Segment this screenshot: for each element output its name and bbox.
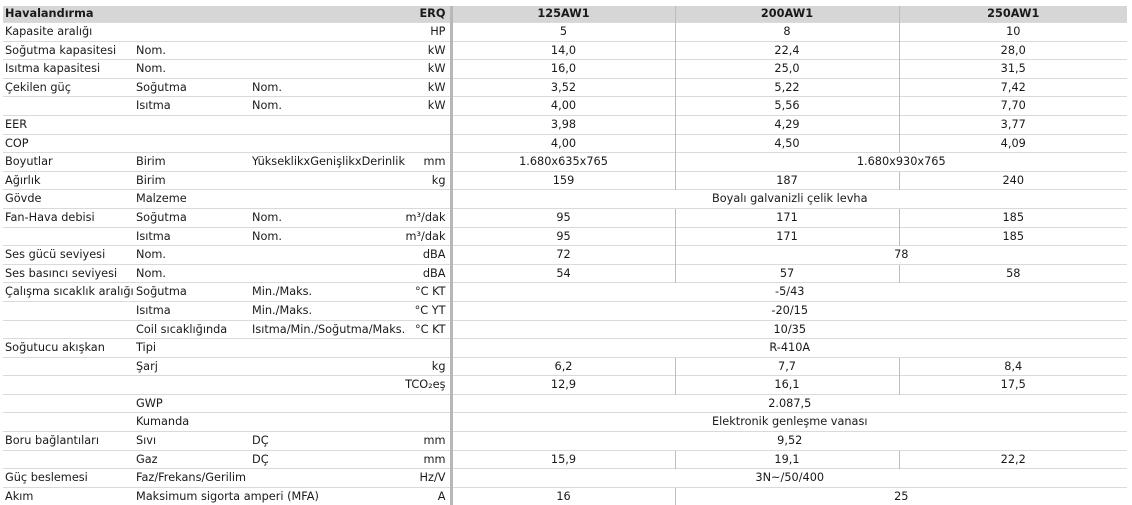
value-cell: 8,4 xyxy=(899,357,1127,376)
value-cell: 25 xyxy=(675,487,1127,505)
row-label: Ağırlık xyxy=(3,171,134,190)
row-label: COP xyxy=(3,134,390,153)
row-unit: kW xyxy=(390,60,451,79)
row-label xyxy=(3,394,134,413)
row-unit: kW xyxy=(390,41,451,60)
value-cell: 185 xyxy=(899,227,1127,246)
value-cell: Boyalı galvanizli çelik levha xyxy=(451,190,1127,209)
value-cell: 5 xyxy=(451,23,675,42)
table-row xyxy=(3,394,1127,413)
row-unit: dBA xyxy=(390,264,451,283)
model-prefix: ERQ xyxy=(390,6,451,23)
row-label xyxy=(3,301,134,320)
row-sublabel: Kumanda xyxy=(134,413,250,432)
table-row xyxy=(3,208,1127,227)
row-unit: m³/dak xyxy=(390,208,451,227)
value-cell: 6,2 xyxy=(451,357,675,376)
value-cell: 1.680x930x765 xyxy=(675,153,1127,172)
value-cell: 4,00 xyxy=(451,97,675,116)
row-label: Soğutma kapasitesi xyxy=(3,41,134,60)
value-cell: -5/43 xyxy=(451,283,1127,302)
row-label: Çalışma sıcaklık aralığı xyxy=(3,283,134,302)
row-label xyxy=(3,450,134,469)
row-label: Kapasite aralığı xyxy=(3,23,134,42)
row-unit: dBA xyxy=(390,246,451,265)
value-cell: 2.087,5 xyxy=(451,394,1127,413)
table-title: Havalandırma xyxy=(3,6,390,23)
row-label xyxy=(3,357,134,376)
value-cell: 4,09 xyxy=(899,134,1127,153)
row-label xyxy=(3,97,134,116)
value-cell: 187 xyxy=(675,171,899,190)
value-cell: Elektronik genleşme vanası xyxy=(451,413,1127,432)
value-cell: 3,52 xyxy=(451,78,675,97)
value-cell: 28,0 xyxy=(899,41,1127,60)
value-cell: 16 xyxy=(451,487,675,505)
row-unit: HP xyxy=(390,23,451,42)
row-unit xyxy=(390,339,451,358)
row-sublabel: Malzeme xyxy=(134,190,250,209)
value-cell: 31,5 xyxy=(899,60,1127,79)
row-sublabel: Isıtma xyxy=(134,97,250,116)
value-cell: 4,00 xyxy=(451,134,675,153)
table-row xyxy=(3,469,1127,488)
table-row xyxy=(3,487,1127,505)
row-unit: kg xyxy=(390,171,451,190)
value-cell: 10/35 xyxy=(451,320,1127,339)
row-detail: DÇ xyxy=(250,450,390,469)
value-cell: 8 xyxy=(675,23,899,42)
row-label: Boru bağlantıları xyxy=(3,432,134,451)
row-unit: kW xyxy=(390,78,451,97)
row-unit: kg xyxy=(390,357,451,376)
row-unit: mm xyxy=(390,432,451,451)
value-cell: 17,5 xyxy=(899,376,1127,395)
table-row xyxy=(3,78,1127,97)
table-row xyxy=(3,320,1127,339)
row-sublabel: Isıtma xyxy=(134,301,250,320)
value-cell: 12,9 xyxy=(451,376,675,395)
row-sublabel: Nom. xyxy=(134,41,250,60)
row-detail xyxy=(250,394,390,413)
value-cell: 16,0 xyxy=(451,60,675,79)
row-detail: Nom. xyxy=(250,208,390,227)
row-sublabel: Faz/Frekans/Gerilim xyxy=(134,469,250,488)
table-row xyxy=(3,171,1127,190)
value-cell: -20/15 xyxy=(451,301,1127,320)
value-cell: 5,22 xyxy=(675,78,899,97)
row-detail xyxy=(250,264,390,283)
row-label xyxy=(3,413,134,432)
table-row xyxy=(3,134,1127,153)
row-detail: Nom. xyxy=(250,227,390,246)
table-row xyxy=(3,376,1127,395)
row-unit: Hz/V xyxy=(390,469,451,488)
table-row xyxy=(3,97,1127,116)
row-sublabel: Nom. xyxy=(134,264,250,283)
row-unit xyxy=(390,190,451,209)
value-cell: 171 xyxy=(675,208,899,227)
row-label: Güç beslemesi xyxy=(3,469,134,488)
value-cell: 16,1 xyxy=(675,376,899,395)
row-label xyxy=(3,376,134,395)
table-row xyxy=(3,450,1127,469)
row-unit xyxy=(390,115,451,134)
row-detail: Min./Maks. xyxy=(250,283,390,302)
row-sublabel: Birim xyxy=(134,171,250,190)
row-label: EER xyxy=(3,115,390,134)
row-sublabel: Nom. xyxy=(134,246,250,265)
table-row xyxy=(3,339,1127,358)
value-cell: 1.680x635x765 xyxy=(451,153,675,172)
row-sublabel: Sıvı xyxy=(134,432,250,451)
row-label: Boyutlar xyxy=(3,153,134,172)
row-sublabel: Soğutma xyxy=(134,208,250,227)
row-detail xyxy=(250,246,390,265)
value-cell: 95 xyxy=(451,208,675,227)
row-detail xyxy=(250,357,390,376)
table-row xyxy=(3,301,1127,320)
value-cell: 171 xyxy=(675,227,899,246)
table-row xyxy=(3,227,1127,246)
table-row xyxy=(3,264,1127,283)
value-cell: 7,7 xyxy=(675,357,899,376)
table-row xyxy=(3,357,1127,376)
row-unit xyxy=(390,394,451,413)
value-cell: 159 xyxy=(451,171,675,190)
row-unit: kW xyxy=(390,97,451,116)
row-unit: TCO₂eş xyxy=(390,376,451,395)
value-cell: 7,70 xyxy=(899,97,1127,116)
row-label: Fan-Hava debisi xyxy=(3,208,134,227)
table-row xyxy=(3,246,1127,265)
row-sublabel: Nom. xyxy=(134,60,250,79)
row-label: Ses basıncı seviyesi xyxy=(3,264,134,283)
row-label: Gövde xyxy=(3,190,134,209)
row-detail: Nom. xyxy=(250,78,390,97)
row-detail: YükseklikxGenişlikxDerinlik xyxy=(250,153,390,172)
row-sublabel: Şarj xyxy=(134,357,250,376)
value-cell: 54 xyxy=(451,264,675,283)
row-label: Isıtma kapasitesi xyxy=(3,60,134,79)
row-label xyxy=(3,227,134,246)
value-cell: 4,50 xyxy=(675,134,899,153)
value-cell: 58 xyxy=(899,264,1127,283)
value-cell: 14,0 xyxy=(451,41,675,60)
row-unit: °C KT xyxy=(390,283,451,302)
table-header-row xyxy=(3,6,1127,23)
row-detail xyxy=(250,41,390,60)
value-cell: 9,52 xyxy=(451,432,1127,451)
table-row xyxy=(3,23,1127,42)
value-cell: 25,0 xyxy=(675,60,899,79)
row-label xyxy=(3,320,134,339)
table-row xyxy=(3,41,1127,60)
row-sublabel: Soğutma xyxy=(134,283,250,302)
value-cell: 185 xyxy=(899,208,1127,227)
table-body xyxy=(3,23,1127,505)
spec-sheet xyxy=(3,6,1127,505)
row-detail: DÇ xyxy=(250,432,390,451)
row-unit xyxy=(390,413,451,432)
table-row xyxy=(3,115,1127,134)
value-cell: 3,77 xyxy=(899,115,1127,134)
row-detail xyxy=(250,23,390,42)
row-detail xyxy=(250,60,390,79)
row-label: Soğutucu akışkan xyxy=(3,339,134,358)
row-sublabel: Birim xyxy=(134,153,250,172)
row-sublabel: Isıtma xyxy=(134,227,250,246)
row-detail xyxy=(250,190,390,209)
row-label: Ses gücü seviyesi xyxy=(3,246,134,265)
value-cell: R-410A xyxy=(451,339,1127,358)
value-cell: 3,98 xyxy=(451,115,675,134)
row-detail xyxy=(250,413,390,432)
model-header: 200AW1 xyxy=(675,6,899,23)
table-row xyxy=(3,413,1127,432)
row-sublabel: Gaz xyxy=(134,450,250,469)
model-header: 250AW1 xyxy=(899,6,1127,23)
row-sublabel xyxy=(134,23,250,42)
value-cell: 22,2 xyxy=(899,450,1127,469)
row-detail xyxy=(250,469,390,488)
value-cell: 72 xyxy=(451,246,675,265)
row-unit xyxy=(390,134,451,153)
row-sublabel: GWP xyxy=(134,394,250,413)
value-cell: 95 xyxy=(451,227,675,246)
row-sublabel: Coil sıcaklığında xyxy=(134,320,250,339)
value-cell: 240 xyxy=(899,171,1127,190)
row-label: Çekilen güç xyxy=(3,78,134,97)
row-sublabel: Soğutma xyxy=(134,78,250,97)
row-unit: m³/dak xyxy=(390,227,451,246)
row-sublabel: Maksimum sigorta amperi (MFA) xyxy=(134,487,250,505)
value-cell: 15,9 xyxy=(451,450,675,469)
row-unit: A xyxy=(390,487,451,505)
table-row xyxy=(3,153,1127,172)
value-cell: 3N~/50/400 xyxy=(451,469,1127,488)
model-header: 125AW1 xyxy=(451,6,675,23)
row-label: Akım xyxy=(3,487,134,505)
value-cell: 5,56 xyxy=(675,97,899,116)
row-sublabel xyxy=(134,376,250,395)
row-detail: Nom. xyxy=(250,97,390,116)
row-unit: °C YT xyxy=(390,301,451,320)
row-detail xyxy=(250,171,390,190)
value-cell: 10 xyxy=(899,23,1127,42)
table-row xyxy=(3,432,1127,451)
row-detail xyxy=(250,339,390,358)
value-cell: 19,1 xyxy=(675,450,899,469)
spec-table xyxy=(3,6,1127,505)
row-detail: Isıtma/Min./Soğutma/Maks. xyxy=(250,320,390,339)
row-sublabel: Tipi xyxy=(134,339,250,358)
value-cell: 4,29 xyxy=(675,115,899,134)
table-row xyxy=(3,60,1127,79)
table-row xyxy=(3,190,1127,209)
row-unit: mm xyxy=(390,450,451,469)
row-detail xyxy=(250,376,390,395)
table-row xyxy=(3,283,1127,302)
row-detail: Min./Maks. xyxy=(250,301,390,320)
value-cell: 7,42 xyxy=(899,78,1127,97)
value-cell: 22,4 xyxy=(675,41,899,60)
row-unit: mm xyxy=(390,153,451,172)
value-cell: 57 xyxy=(675,264,899,283)
row-unit: °C KT xyxy=(390,320,451,339)
value-cell: 78 xyxy=(675,246,1127,265)
